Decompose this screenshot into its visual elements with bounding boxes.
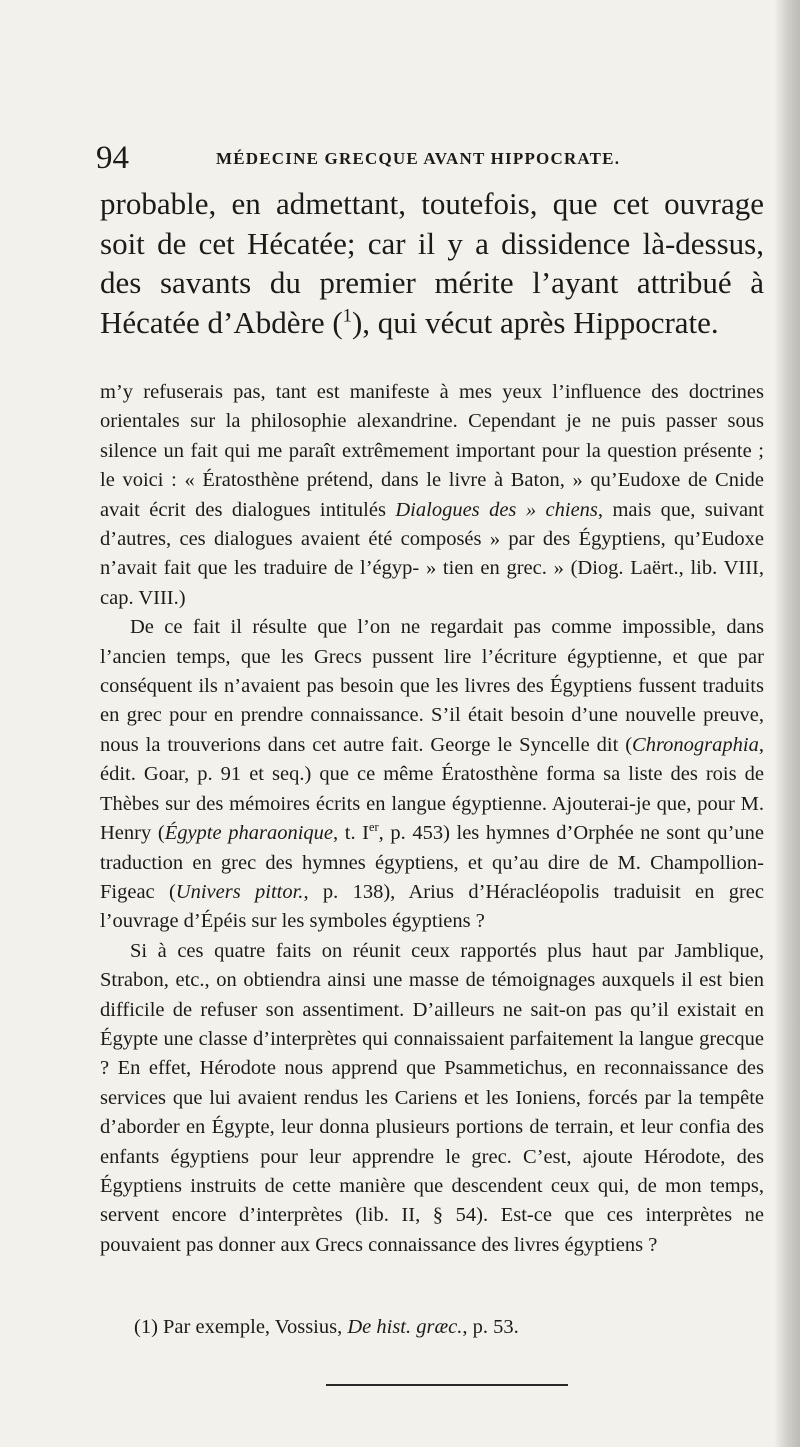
paragraph-interpreters: Si à ces quatre faits on réunit ceux rapportés plus haut par Jamblique, Strabon, etc., on obtiendra ainsi une masse de témoignages auxquels il est bien difficile de refuser son assentiment. D’ailleurs ne sait-on pas qu’il existait en Égypte une classe d’interprètes qui connaissaient parfaitement la langue grecque ? En effet, Hérodote nous apprend que Psammetichus, en reconnaissance des services que lui avaient rendus les Cariens et les Ioniens, forcés par la tempête d’aborder en Égypte, leur donna plusieurs portions de terrain, et leur confia des enfants égyptiens pour leur apprendre le grec. C’est, ajoute Hérodote, des Égyptiens instruits de cette manière que descendent ceux qui, de mon temps, servent encore d’interprètes (lib. II, § 54). Est-ce que ces interprètes ne pouvaient pas donner aux Grecs connaissance des livres égyptiens ? bbox=[100, 939, 764, 1256]
text-run: De ce fait il résulte que l’on ne regardait pas comme impossible, dans l’ancien temps, que les Grecs pussent lire l’écriture égyptienne, et que par conséquent ils n’avaient pas besoin que les livres des Égyptiens fussent traduits en grec pour en prendre connaissance. S’il était besoin d’une nouvelle preuve, nous la trouverions dans cet autre fait. George le Syncelle dit ( bbox=[100, 616, 764, 756]
body-text bbox=[100, 378, 764, 1260]
text-run: , édit. Goar, p. 91 et seq.) que ce même Ératosthène forma sa liste des rois de Thèbes sur des mémoires écrits en langue égyptienne. Ajouterai-je que, pour M. Henry ( bbox=[100, 733, 764, 845]
italic-title: Univers pittor. bbox=[175, 880, 304, 903]
text-run: , mais que, suivant d’autres, ces dialogues avaient été composés » par des Égyptiens, qu’Eudoxe n’avait fait que les traduire de l’égyp- » tien en grec. » (Diog. Laërt., lib. VIII, cap. VIII.) bbox=[100, 498, 764, 609]
text-run: m’y refuserais pas, tant est manifeste à mes yeux l’influence des doctrines orientales sur la philosophie alexandrine. Cependant je ne puis passer sous silence un fait qui me paraît extrêmement important pour la question présente ; le voici : « Ératosthène prétend, dans le livre à Baton, » qu’Eudoxe de Cnide avait écrit des dialogues intitulés bbox=[100, 381, 764, 521]
page-header bbox=[96, 138, 636, 178]
text-run: , t. I bbox=[333, 822, 370, 845]
footnote-marker: 1 bbox=[140, 1316, 152, 1338]
footnote-italic: De hist. græc. bbox=[347, 1316, 463, 1338]
footnote: (1) Par exemple, Vossius, De hist. græc., p. 53. bbox=[134, 1316, 519, 1338]
page-number: 94 bbox=[96, 140, 129, 176]
text-run: , p. 453) les hymnes d’Orphée ne sont qu’une traduction en grec des hymnes égyptiens, et qu’au dire de M. Champollion-Figeac ( bbox=[100, 822, 764, 903]
text-run: , p. 138), Arius d’Héracléopolis traduisit en grec l’ouvrage d’Épéis sur les symboles égyptiens ? bbox=[100, 880, 764, 933]
superscript: er bbox=[369, 820, 379, 835]
italic-title: Dialogues des » chiens bbox=[395, 498, 598, 521]
italic-title: Égypte pharaonique bbox=[164, 822, 333, 845]
footnote-text-a: Par exemple, Vossius, bbox=[157, 1316, 348, 1338]
footnote-reference: 1 bbox=[342, 305, 352, 327]
lead-paragraph bbox=[100, 184, 764, 342]
bottom-rule bbox=[326, 1384, 568, 1386]
paragraph-conclusion bbox=[100, 613, 764, 936]
page-edge-shadow bbox=[774, 0, 800, 1447]
footnote-text-b: , p. 53. bbox=[462, 1316, 519, 1338]
paragraph-eratosthenes bbox=[100, 378, 764, 613]
running-title: MÉDECINE GRECQUE AVANT HIPPOCRATE. bbox=[216, 149, 621, 168]
lead-text-a: probable, en admettant, toutefois, que cet ouvrage soit de cet Hécatée; car il y a dissidence là-dessus, des savants du premier mérite l’ayant attribué à Hécatée d’Abdère ( bbox=[100, 186, 764, 340]
italic-title: Chronographia bbox=[632, 733, 759, 756]
lead-text-b: ), qui vécut après Hippocrate. bbox=[351, 304, 719, 340]
